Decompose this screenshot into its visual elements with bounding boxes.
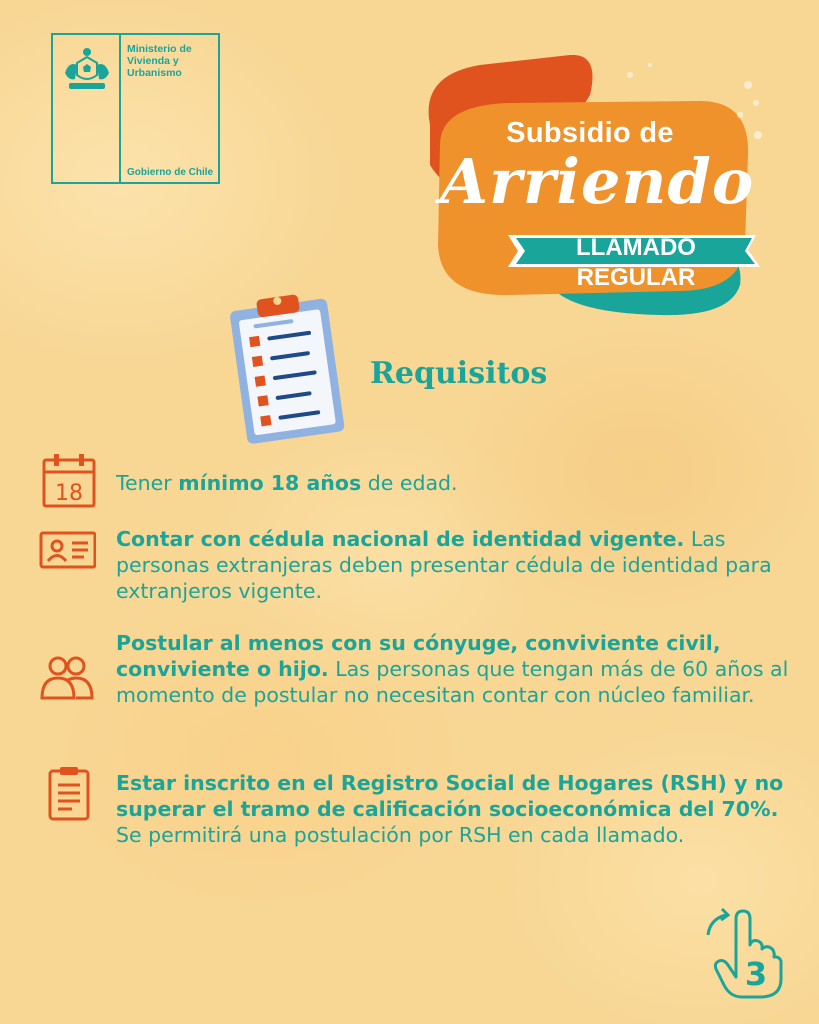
program-title-line2: Arriendo <box>440 145 755 218</box>
requirement-1-pre: Tener <box>116 471 179 495</box>
requirement-2 <box>116 526 806 604</box>
ministry-logo <box>51 33 220 184</box>
page-number: 3 <box>744 955 768 993</box>
program-title-badge <box>400 55 770 325</box>
requirement-4-post: Se permitirá una postulación por RSH en cada llamado. <box>116 823 685 847</box>
requirement-3-bold: Postular al menos con su cónyuge, conviviente civil, conviviente o hijo. <box>116 631 721 681</box>
calendar-day-label: 18 <box>55 481 83 506</box>
logo-divider <box>119 35 121 184</box>
requirement-3-post: Las personas que tengan más de 60 años al momento de postular no necesitan contar con núcleo familiar. <box>116 657 789 707</box>
id-card-icon <box>38 521 96 579</box>
program-banner: LLAMADO REGULAR <box>576 234 696 291</box>
government-label: Gobierno de Chile <box>127 167 214 178</box>
page-number-badge <box>700 905 792 1001</box>
clipboard-checklist-icon <box>224 290 354 446</box>
ministry-name: Ministerio de Vivienda y Urbanismo <box>127 43 192 79</box>
requirement-1-bold: mínimo 18 años <box>178 471 362 495</box>
section-title: Requisitos <box>370 356 548 391</box>
requirement-4 <box>116 770 806 848</box>
document-icon <box>40 765 98 823</box>
requirement-2-bold: Contar con cédula nacional de identidad vigente. <box>116 527 685 551</box>
requirement-4-bold: Estar inscrito en el Registro Social de Hogares (RSH) y no superar el tramo de calificación socioeconómica del 70%. <box>116 771 784 821</box>
calendar-icon <box>40 452 98 510</box>
requirement-3 <box>116 630 806 708</box>
requirement-1 <box>116 470 806 496</box>
requirement-1-post: de edad. <box>361 471 458 495</box>
program-title-line1: Subsidio de <box>506 117 674 149</box>
people-icon <box>38 650 96 708</box>
requirement-2-post: Las personas extranjeras deben presentar cédula de identidad para extranjeros vigente. <box>116 527 772 603</box>
chile-coat-of-arms-icon <box>61 43 113 95</box>
